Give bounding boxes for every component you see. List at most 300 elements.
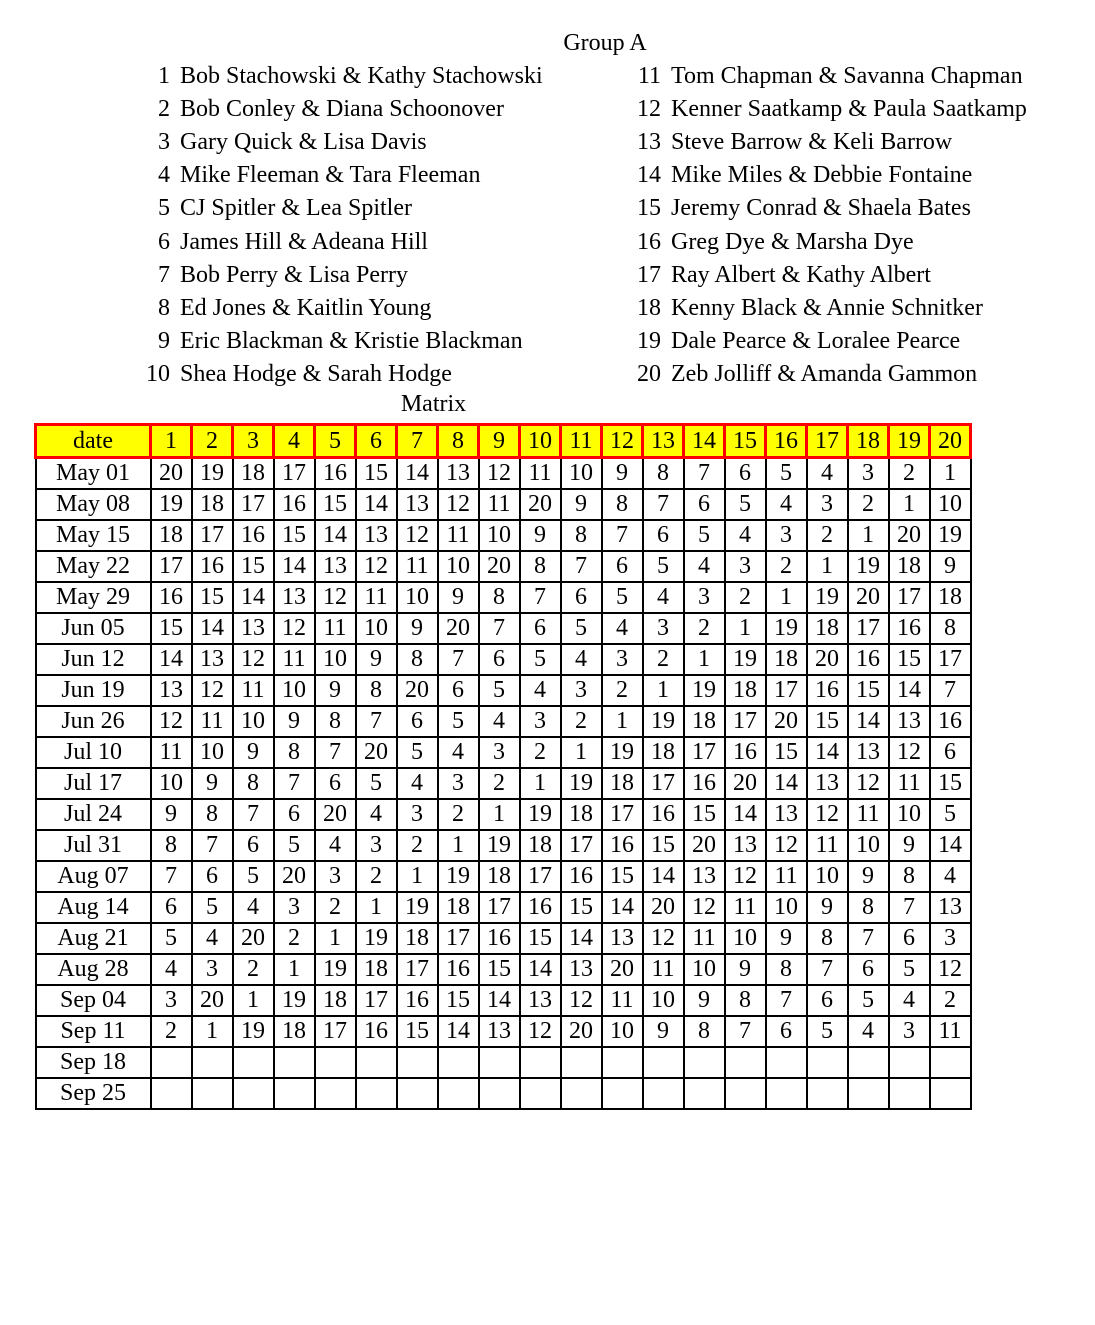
- team-entry: [140, 126, 640, 159]
- matrix-cell: 17: [930, 644, 971, 675]
- header-team-cell: 14: [684, 425, 725, 458]
- matrix-cell: 10: [192, 737, 233, 768]
- matrix-cell: 10: [315, 644, 356, 675]
- date-cell: May 29: [36, 582, 151, 613]
- matrix-cell: 6: [725, 458, 766, 490]
- matrix-cell: 12: [192, 675, 233, 706]
- header-team-cell: 6: [356, 425, 397, 458]
- matrix-cell: 5: [643, 551, 684, 582]
- matrix-cell: 4: [889, 985, 930, 1016]
- matrix-cell: 2: [807, 520, 848, 551]
- matrix-cell: 3: [315, 861, 356, 892]
- matrix-cell: 20: [561, 1016, 602, 1047]
- team-number: 8: [158, 294, 170, 321]
- header-team-cell: 4: [274, 425, 315, 458]
- matrix-cell: 2: [315, 892, 356, 923]
- matrix-cell: 9: [315, 675, 356, 706]
- matrix-cell: 15: [274, 520, 315, 551]
- matrix-cell: 20: [274, 861, 315, 892]
- matrix-cell: 18: [807, 613, 848, 644]
- team-names: Kenner Saatkamp & Paula Saatkamp: [671, 96, 1027, 123]
- matrix-cell: 5: [889, 954, 930, 985]
- matrix-cell: [315, 1047, 356, 1078]
- matrix-cell: 4: [643, 582, 684, 613]
- header-team-cell: 17: [807, 425, 848, 458]
- matrix-cell: 20: [643, 892, 684, 923]
- matrix-cell: 2: [561, 706, 602, 737]
- matrix-cell: 1: [397, 861, 438, 892]
- matrix-cell: 2: [848, 489, 889, 520]
- team-number: 15: [637, 195, 661, 222]
- matrix-label: Matrix: [400, 391, 467, 417]
- team-entry: [140, 192, 640, 225]
- team-names: Gary Quick & Lisa Davis: [180, 129, 427, 156]
- team-entry: [140, 358, 640, 391]
- matrix-cell: 10: [561, 458, 602, 490]
- matrix-cell: 17: [315, 1016, 356, 1047]
- matrix-cell: 14: [233, 582, 274, 613]
- table-row: [36, 1016, 971, 1047]
- matrix-cell: 20: [520, 489, 561, 520]
- matrix-cell: 2: [889, 458, 930, 490]
- matrix-cell: 12: [397, 520, 438, 551]
- matrix-cell: 14: [356, 489, 397, 520]
- header-team-cell: 20: [930, 425, 971, 458]
- matrix-cell: 2: [930, 985, 971, 1016]
- date-cell: Jul 31: [36, 830, 151, 861]
- date-cell: Jun 19: [36, 675, 151, 706]
- team-number: 16: [637, 228, 661, 255]
- matrix-cell: [848, 1078, 889, 1109]
- team-entry: [631, 259, 1044, 292]
- matrix-cell: 15: [397, 1016, 438, 1047]
- matrix-cell: 17: [520, 861, 561, 892]
- matrix-cell: 5: [151, 923, 192, 954]
- matrix-cell: 7: [725, 1016, 766, 1047]
- matrix-cell: 1: [192, 1016, 233, 1047]
- matrix-cell: 4: [151, 954, 192, 985]
- matrix-cell: 8: [766, 954, 807, 985]
- matrix-cell: 8: [356, 675, 397, 706]
- matrix-cell: 7: [192, 830, 233, 861]
- matrix-cell: 6: [274, 799, 315, 830]
- matrix-cell: 18: [397, 923, 438, 954]
- matrix-cell: 14: [520, 954, 561, 985]
- matrix-cell: 12: [725, 861, 766, 892]
- matrix-cell: 16: [151, 582, 192, 613]
- matrix-cell: [233, 1047, 274, 1078]
- matrix-cell: 14: [889, 675, 930, 706]
- matrix-cell: 10: [438, 551, 479, 582]
- matrix-cell: 10: [356, 613, 397, 644]
- matrix-cell: 6: [233, 830, 274, 861]
- matrix-cell: 2: [643, 644, 684, 675]
- matrix-cell: 7: [151, 861, 192, 892]
- matrix-cell: 19: [438, 861, 479, 892]
- header-team-cell: 11: [561, 425, 602, 458]
- matrix-cell: 20: [725, 768, 766, 799]
- matrix-cell: 20: [315, 799, 356, 830]
- matrix-cell: 17: [602, 799, 643, 830]
- matrix-cell: 17: [766, 675, 807, 706]
- header-team-cell: 10: [520, 425, 561, 458]
- matrix-cell: 13: [479, 1016, 520, 1047]
- schedule-matrix: [34, 423, 972, 1110]
- matrix-cell: 7: [602, 520, 643, 551]
- matrix-cell: 7: [807, 954, 848, 985]
- matrix-cell: [889, 1047, 930, 1078]
- matrix-cell: 11: [438, 520, 479, 551]
- matrix-cell: 13: [684, 861, 725, 892]
- matrix-cell: 6: [643, 520, 684, 551]
- matrix-cell: 2: [397, 830, 438, 861]
- date-cell: Jun 12: [36, 644, 151, 675]
- matrix-cell: 8: [930, 613, 971, 644]
- matrix-cell: 19: [192, 458, 233, 490]
- matrix-cell: 5: [438, 706, 479, 737]
- matrix-cell: 18: [602, 768, 643, 799]
- matrix-cell: 5: [807, 1016, 848, 1047]
- matrix-cell: 10: [479, 520, 520, 551]
- matrix-cell: 3: [848, 458, 889, 490]
- matrix-cell: 11: [889, 768, 930, 799]
- matrix-cell: 17: [397, 954, 438, 985]
- date-cell: Aug 07: [36, 861, 151, 892]
- team-names: Zeb Jolliff & Amanda Gammon: [671, 360, 978, 387]
- matrix-cell: 19: [520, 799, 561, 830]
- matrix-cell: [766, 1047, 807, 1078]
- matrix-cell: [356, 1047, 397, 1078]
- matrix-cell: 2: [274, 923, 315, 954]
- matrix-cell: 18: [479, 861, 520, 892]
- matrix-cell: [725, 1078, 766, 1109]
- matrix-cell: 2: [684, 613, 725, 644]
- matrix-cell: [602, 1047, 643, 1078]
- matrix-cell: 1: [561, 737, 602, 768]
- matrix-cell: 3: [192, 954, 233, 985]
- team-entry: [140, 226, 640, 259]
- table-row: [36, 551, 971, 582]
- matrix-cell: 8: [274, 737, 315, 768]
- team-names: Greg Dye & Marsha Dye: [671, 228, 914, 255]
- matrix-cell: 1: [520, 768, 561, 799]
- matrix-cell: 20: [889, 520, 930, 551]
- matrix-cell: 13: [233, 613, 274, 644]
- matrix-cell: 11: [274, 644, 315, 675]
- matrix-cell: 13: [520, 985, 561, 1016]
- matrix-cell: 8: [848, 892, 889, 923]
- team-number: 11: [637, 63, 661, 89]
- matrix-cell: 2: [151, 1016, 192, 1047]
- team-entry: [140, 159, 640, 192]
- matrix-cell: 3: [438, 768, 479, 799]
- matrix-cell: 16: [848, 644, 889, 675]
- matrix-cell: 18: [315, 985, 356, 1016]
- matrix-cell: 12: [315, 582, 356, 613]
- matrix-cell: [356, 1078, 397, 1109]
- header-team-cell: 16: [766, 425, 807, 458]
- matrix-cell: 19: [930, 520, 971, 551]
- matrix-cell: [192, 1078, 233, 1109]
- matrix-cell: 17: [479, 892, 520, 923]
- matrix-cell: 18: [725, 675, 766, 706]
- matrix-cell: 17: [684, 737, 725, 768]
- matrix-cell: 18: [766, 644, 807, 675]
- header-team-cell: 15: [725, 425, 766, 458]
- matrix-cell: [684, 1047, 725, 1078]
- header-team-cell: 5: [315, 425, 356, 458]
- matrix-cell: 11: [356, 582, 397, 613]
- matrix-cell: 8: [561, 520, 602, 551]
- team-names: Jeremy Conrad & Shaela Bates: [671, 195, 971, 222]
- team-names: Eric Blackman & Kristie Blackman: [180, 327, 523, 354]
- matrix-cell: 9: [807, 892, 848, 923]
- matrix-cell: 13: [561, 954, 602, 985]
- matrix-cell: 11: [848, 799, 889, 830]
- team-names: CJ Spitler & Lea Spitler: [180, 195, 412, 222]
- team-number: 7: [158, 261, 170, 288]
- matrix-cell: 8: [643, 458, 684, 490]
- matrix-cell: 17: [274, 458, 315, 490]
- table-row: [36, 706, 971, 737]
- matrix-cell: 9: [356, 644, 397, 675]
- matrix-cell: 15: [479, 954, 520, 985]
- matrix-cell: 12: [479, 458, 520, 490]
- matrix-cell: [807, 1078, 848, 1109]
- matrix-cell: 9: [192, 768, 233, 799]
- matrix-cell: 6: [479, 644, 520, 675]
- matrix-cell: 19: [274, 985, 315, 1016]
- matrix-cell: 3: [274, 892, 315, 923]
- matrix-cell: 12: [643, 923, 684, 954]
- matrix-cell: 11: [479, 489, 520, 520]
- team-number: 20: [637, 360, 661, 387]
- matrix-cell: 8: [397, 644, 438, 675]
- team-names: Mike Miles & Debbie Fontaine: [671, 162, 973, 189]
- table-row: [36, 923, 971, 954]
- matrix-cell: 1: [479, 799, 520, 830]
- matrix-cell: 11: [192, 706, 233, 737]
- date-cell: Aug 28: [36, 954, 151, 985]
- matrix-cell: 20: [766, 706, 807, 737]
- matrix-cell: 19: [684, 675, 725, 706]
- matrix-cell: 3: [356, 830, 397, 861]
- matrix-cell: 8: [520, 551, 561, 582]
- matrix-cell: 11: [684, 923, 725, 954]
- team-names: Dale Pearce & Loralee Pearce: [671, 327, 961, 354]
- matrix-cell: 2: [438, 799, 479, 830]
- matrix-cell: [766, 1078, 807, 1109]
- matrix-cell: 20: [356, 737, 397, 768]
- matrix-cell: [643, 1078, 684, 1109]
- matrix-cell: 4: [807, 458, 848, 490]
- matrix-cell: 6: [766, 1016, 807, 1047]
- date-cell: Aug 14: [36, 892, 151, 923]
- matrix-cell: 18: [233, 458, 274, 490]
- matrix-cell: 4: [356, 799, 397, 830]
- team-entry: [631, 159, 1044, 192]
- matrix-cell: 3: [397, 799, 438, 830]
- matrix-cell: 8: [151, 830, 192, 861]
- matrix-cell: 8: [725, 985, 766, 1016]
- table-row: [36, 613, 971, 644]
- matrix-cell: 7: [930, 675, 971, 706]
- matrix-cell: 9: [930, 551, 971, 582]
- matrix-cell: 11: [397, 551, 438, 582]
- team-names: Bob Conley & Diana Schoonover: [180, 96, 504, 123]
- matrix-cell: [520, 1047, 561, 1078]
- matrix-cell: 3: [151, 985, 192, 1016]
- header-team-cell: 9: [479, 425, 520, 458]
- matrix-cell: [479, 1078, 520, 1109]
- team-names: Steve Barrow & Keli Barrow: [671, 129, 953, 156]
- matrix-cell: 16: [602, 830, 643, 861]
- matrix-cell: 16: [930, 706, 971, 737]
- matrix-cell: 12: [438, 489, 479, 520]
- matrix-cell: 15: [233, 551, 274, 582]
- matrix-cell: 3: [725, 551, 766, 582]
- matrix-cell: 15: [684, 799, 725, 830]
- matrix-cell: 18: [684, 706, 725, 737]
- matrix-cell: 6: [151, 892, 192, 923]
- matrix-cell: 3: [479, 737, 520, 768]
- matrix-cell: 8: [807, 923, 848, 954]
- matrix-cell: 6: [848, 954, 889, 985]
- matrix-cell: 6: [438, 675, 479, 706]
- matrix-cell: 10: [151, 768, 192, 799]
- team-number: 6: [158, 228, 170, 255]
- matrix-cell: 19: [848, 551, 889, 582]
- matrix-cell: 8: [233, 768, 274, 799]
- matrix-cell: 19: [233, 1016, 274, 1047]
- matrix-cell: 7: [643, 489, 684, 520]
- matrix-cell: 15: [561, 892, 602, 923]
- matrix-cell: 4: [602, 613, 643, 644]
- team-entry: [631, 358, 1044, 391]
- matrix-cell: 18: [438, 892, 479, 923]
- matrix-cell: 1: [356, 892, 397, 923]
- matrix-cell: 7: [684, 458, 725, 490]
- matrix-cell: 11: [725, 892, 766, 923]
- matrix-cell: 19: [602, 737, 643, 768]
- matrix-cell: 15: [151, 613, 192, 644]
- matrix-cell: 16: [684, 768, 725, 799]
- matrix-cell: 12: [684, 892, 725, 923]
- matrix-cell: 9: [151, 799, 192, 830]
- matrix-cell: 11: [151, 737, 192, 768]
- matrix-cell: 16: [643, 799, 684, 830]
- matrix-cell: 15: [807, 706, 848, 737]
- matrix-cell: 13: [397, 489, 438, 520]
- matrix-cell: 5: [274, 830, 315, 861]
- matrix-cell: 10: [274, 675, 315, 706]
- matrix-cell: 3: [889, 1016, 930, 1047]
- team-entry: [140, 325, 640, 358]
- matrix-cell: 18: [520, 830, 561, 861]
- table-row: [36, 799, 971, 830]
- matrix-cell: 3: [520, 706, 561, 737]
- matrix-cell: 6: [684, 489, 725, 520]
- matrix-cell: 14: [397, 458, 438, 490]
- matrix-cell: 10: [930, 489, 971, 520]
- matrix-cell: 17: [561, 830, 602, 861]
- matrix-cell: 18: [274, 1016, 315, 1047]
- team-number: 3: [158, 129, 170, 156]
- matrix-cell: 6: [602, 551, 643, 582]
- matrix-cell: 4: [479, 706, 520, 737]
- matrix-cell: 1: [643, 675, 684, 706]
- matrix-cell: [233, 1078, 274, 1109]
- matrix-cell: 5: [192, 892, 233, 923]
- team-names: Tom Chapman & Savanna Chapman: [671, 63, 1023, 89]
- matrix-cell: 7: [889, 892, 930, 923]
- matrix-cell: 8: [192, 799, 233, 830]
- matrix-cell: 9: [602, 458, 643, 490]
- matrix-cell: 2: [520, 737, 561, 768]
- matrix-cell: [397, 1047, 438, 1078]
- matrix-cell: 17: [643, 768, 684, 799]
- team-entry: [631, 60, 1044, 93]
- matrix-cell: 4: [438, 737, 479, 768]
- team-number: 13: [637, 129, 661, 156]
- date-cell: Jul 24: [36, 799, 151, 830]
- matrix-cell: 9: [274, 706, 315, 737]
- matrix-cell: 13: [930, 892, 971, 923]
- matrix-cell: 18: [643, 737, 684, 768]
- table-row: [36, 830, 971, 861]
- matrix-cell: 15: [643, 830, 684, 861]
- matrix-cell: 19: [561, 768, 602, 799]
- header-date-cell: date: [36, 425, 151, 458]
- matrix-cell: 5: [766, 458, 807, 490]
- matrix-cell: 16: [233, 520, 274, 551]
- matrix-cell: 19: [315, 954, 356, 985]
- matrix-cell: 8: [889, 861, 930, 892]
- matrix-cell: 17: [438, 923, 479, 954]
- team-names: Bob Stachowski & Kathy Stachowski: [180, 63, 543, 89]
- matrix-cell: 20: [192, 985, 233, 1016]
- matrix-cell: 12: [766, 830, 807, 861]
- team-number: 4: [158, 162, 170, 189]
- team-entry: [140, 93, 640, 126]
- matrix-cell: 12: [356, 551, 397, 582]
- table-row: [36, 954, 971, 985]
- matrix-cell: 3: [561, 675, 602, 706]
- matrix-cell: 18: [930, 582, 971, 613]
- matrix-cell: 20: [602, 954, 643, 985]
- matrix-cell: 1: [889, 489, 930, 520]
- matrix-cell: 6: [889, 923, 930, 954]
- matrix-cell: 6: [192, 861, 233, 892]
- matrix-cell: 17: [233, 489, 274, 520]
- matrix-cell: [274, 1078, 315, 1109]
- table-row: [36, 1047, 971, 1078]
- table-row: [36, 644, 971, 675]
- matrix-cell: 14: [561, 923, 602, 954]
- team-entry: [140, 259, 640, 292]
- team-entry: [140, 60, 640, 93]
- team-number: 1: [158, 63, 170, 89]
- matrix-cell: 2: [602, 675, 643, 706]
- table-row: [36, 1078, 971, 1109]
- matrix-cell: 14: [643, 861, 684, 892]
- date-cell: May 08: [36, 489, 151, 520]
- matrix-cell: 10: [848, 830, 889, 861]
- matrix-cell: 9: [233, 737, 274, 768]
- matrix-cell: 5: [725, 489, 766, 520]
- header-team-cell: 2: [192, 425, 233, 458]
- matrix-cell: 20: [438, 613, 479, 644]
